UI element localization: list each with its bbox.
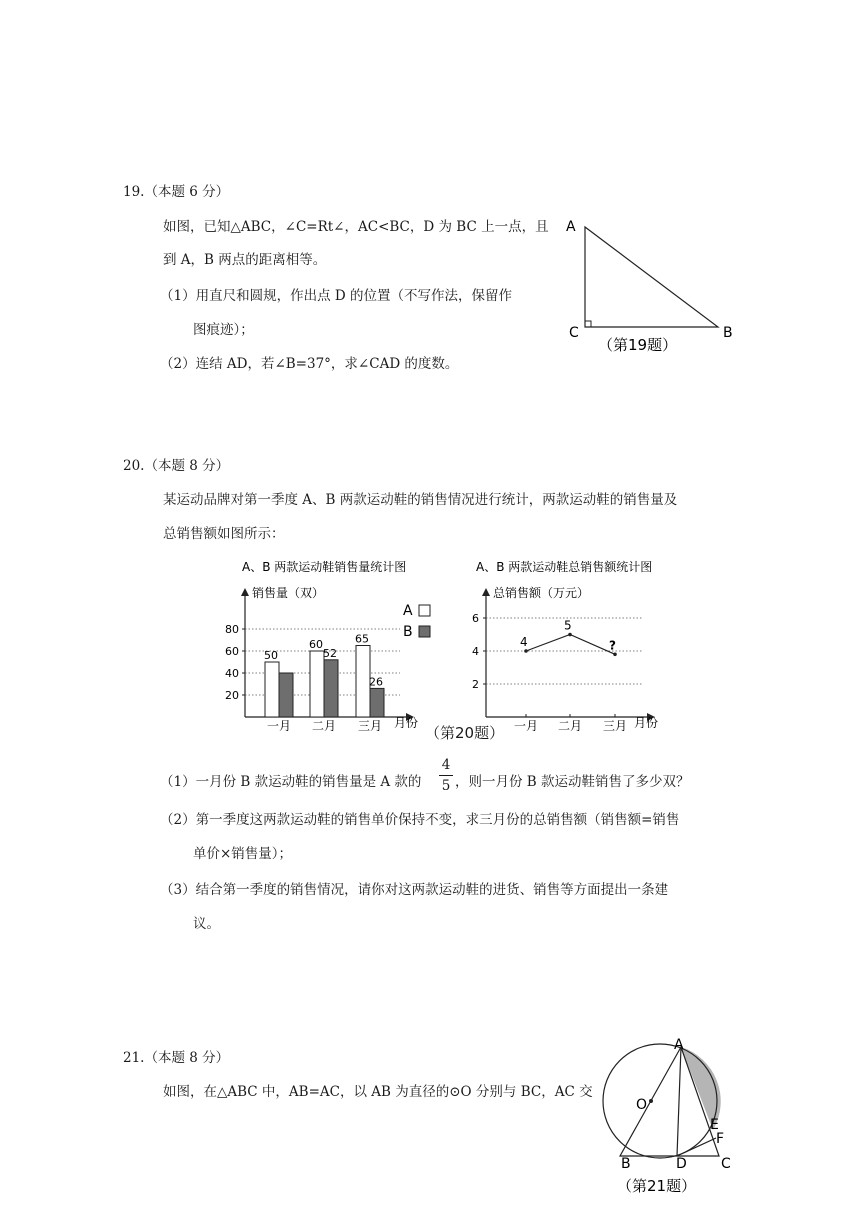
line-category-label: 一月 <box>514 719 539 733</box>
bar-b <box>324 660 338 717</box>
bar-value-label: 65 <box>355 632 369 646</box>
q20-part2-line2: 单价×销售量）； <box>193 846 293 862</box>
right-angle-mark <box>585 321 591 327</box>
q20-fraction <box>439 757 453 794</box>
line-value-label: ? <box>609 638 616 653</box>
bar-a <box>265 662 279 717</box>
q20-part1-post: ，则一月份 B 款运动鞋销售了多少双？ <box>455 774 690 790</box>
legend-b-swatch <box>419 626 430 637</box>
line-chart <box>460 555 680 735</box>
line-y-tick-label: 4 <box>472 645 479 658</box>
line-value-label: 4 <box>520 635 528 649</box>
fraction-denominator: 5 <box>441 778 451 794</box>
q21-stem-line1: 如图，在△ABC 中，AB=AC，以 AB 为直径的⊙O 分别与 BC，AC 交 <box>163 1084 593 1100</box>
label-f: F <box>716 1131 725 1147</box>
legend-a-swatch <box>419 605 430 616</box>
bar-a <box>310 651 324 717</box>
q19-part1-line2: 图痕迹）； <box>193 322 254 338</box>
bar-value-label: 60 <box>309 638 323 651</box>
triangle-abc <box>585 227 718 327</box>
q20-part3-line1: （3）结合第一季度的销售情况，请你对这两款运动鞋的进货、销售等方面提出一条建 <box>160 882 669 898</box>
label-c: C <box>721 1156 731 1172</box>
bar-category-label: 三月 <box>358 719 383 733</box>
segment-ad <box>677 1047 681 1156</box>
label-d: D <box>676 1156 687 1172</box>
q19-stem-line2: 到 A，B 两点的距离相等。 <box>163 252 327 268</box>
label-o: O <box>636 1097 648 1113</box>
q20-part2-line1: （2）第一季度这两款运动鞋的销售单价保持不变，求三月份的总销售额（销售额=销售 <box>160 812 680 828</box>
q19-part2: （2）连结 AD，若∠B=37°，求∠CAD 的度数。 <box>160 356 459 372</box>
q20-stem-line2: 总销售额如图所示： <box>163 526 285 542</box>
bar-y-tick-label: 80 <box>225 623 239 636</box>
label-b: B <box>621 1156 631 1172</box>
bar-chart-title: A、B 两款运动鞋销售量统计图 <box>242 560 407 574</box>
bar-b <box>279 673 293 717</box>
line-x-label: 月份 <box>634 716 659 730</box>
label-e: E <box>710 1117 719 1133</box>
q21-header: 21.（本题 8 分） <box>123 1050 230 1066</box>
line-point <box>524 649 528 653</box>
bar-y-label: 销售量（双） <box>252 586 325 600</box>
bar-y-arrow <box>241 588 249 596</box>
line-y-arrow <box>482 588 490 596</box>
line-point <box>613 653 617 657</box>
bar-value-label: 50 <box>264 649 278 662</box>
q19-part1-line1: （1）用直尺和圆规，作出点 D 的位置（不写作法，保留作 <box>160 288 512 304</box>
line-value-label: 5 <box>564 618 572 633</box>
line-point <box>568 633 572 637</box>
q20-part1-pre: （1）一月份 B 款运动鞋的销售量是 A 款的 <box>160 774 422 790</box>
bar-x-label: 月份 <box>394 716 419 730</box>
bar-y-tick-label: 60 <box>225 645 239 658</box>
label-b: B <box>723 325 733 341</box>
q19-figure-caption: （第19题） <box>598 336 678 354</box>
q19-triangle-figure <box>555 210 755 360</box>
bar-category-label: 二月 <box>312 719 337 733</box>
bar-y-tick-label: 20 <box>225 689 239 702</box>
q20-header: 20.（本题 8 分） <box>123 458 230 474</box>
legend-b-label: B <box>403 624 413 640</box>
bar-value-label: 52 <box>323 646 337 660</box>
center-dot <box>649 1099 653 1103</box>
line-category-label: 二月 <box>558 719 583 733</box>
segment-df <box>677 1138 716 1156</box>
bar-value-label: 26 <box>369 675 383 689</box>
legend-a-label: A <box>403 603 413 619</box>
q20-stem-line1: 某运动品牌对第一季度 A、B 两款运动鞋的销售情况进行统计，两款运动鞋的销售量及 <box>163 492 678 508</box>
label-a: A <box>566 219 576 235</box>
label-a: A <box>674 1037 684 1053</box>
q21-circle-figure <box>595 1035 745 1200</box>
line-category-label: 三月 <box>603 719 628 733</box>
label-c: C <box>569 325 579 341</box>
q19-header: 19.（本题 6 分） <box>123 184 230 200</box>
bar-category-label: 一月 <box>267 719 292 733</box>
q20-figure-caption: （第20题） <box>425 724 505 742</box>
line-y-tick-label: 2 <box>472 678 479 691</box>
q20-part3-line2: 议。 <box>193 916 220 932</box>
fraction-numerator: 4 <box>441 757 451 773</box>
fraction-bar <box>439 775 453 776</box>
bar-a <box>356 646 370 718</box>
bar-chart <box>222 555 447 735</box>
bar-b <box>370 688 384 717</box>
line-chart-title: A、B 两款运动鞋总销售额统计图 <box>476 560 653 574</box>
line-y-label: 总销售额（万元） <box>493 586 590 600</box>
q21-figure-caption: （第21题） <box>617 1177 697 1195</box>
line-y-tick-label: 6 <box>472 612 479 625</box>
bar-y-tick-label: 40 <box>225 667 239 680</box>
q19-stem-line1: 如图，已知△ABC，∠C=Rt∠，AC<BC，D 为 BC 上一点，且 <box>163 219 549 235</box>
